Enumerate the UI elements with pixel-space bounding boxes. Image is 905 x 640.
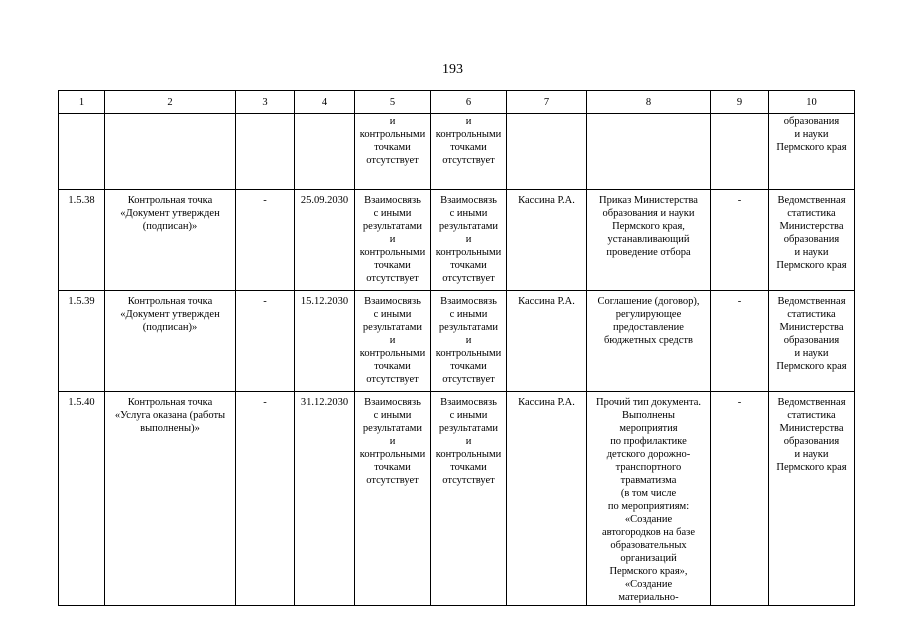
cell-date — [295, 114, 355, 190]
cell-col9 — [711, 114, 769, 190]
plan-table — [58, 90, 855, 606]
cell-col9: - — [711, 392, 769, 606]
cell-responsible: Кассина Р.А. — [507, 190, 587, 291]
cell-col5: и контрольными точками отсутствует — [355, 114, 431, 190]
cell-col5: Взаимосвязь с иными результатами и контрольными точками отсутствует — [355, 190, 431, 291]
cell-document — [587, 114, 711, 190]
header-cell: 4 — [295, 91, 355, 114]
cell-responsible: Кассина Р.А. — [507, 392, 587, 606]
cell-document: Прочий тип документа. Выполнены мероприятия по профилактике детского дорожно- транспортного травматизма (в том числе по мероприятиям: «Создание автогородков на базе образовательных организаций Пермского края», «Создание материально- — [587, 392, 711, 606]
cell-document: Приказ Министерства образования и науки Пермского края, устанавливающий проведение отбора — [587, 190, 711, 291]
header-cell: 2 — [105, 91, 236, 114]
cell-title — [105, 114, 236, 190]
table-row — [59, 291, 855, 392]
cell-col6: Взаимосвязь с иными результатами и контрольными точками отсутствует — [431, 291, 507, 392]
cell-source: Ведомственная статистика Министерства образования и науки Пермского края — [769, 392, 855, 606]
header-cell: 3 — [236, 91, 295, 114]
cell-date: 31.12.2030 — [295, 392, 355, 606]
cell-col3: - — [236, 392, 295, 606]
table-row — [59, 114, 855, 190]
header-cell: 6 — [431, 91, 507, 114]
cell-date: 25.09.2030 — [295, 190, 355, 291]
header-cell: 7 — [507, 91, 587, 114]
cell-title: Контрольная точка «Документ утвержден (подписан)» — [105, 291, 236, 392]
table-row — [59, 392, 855, 606]
cell-responsible: Кассина Р.А. — [507, 291, 587, 392]
cell-title: Контрольная точка «Услуга оказана (работы выполнены)» — [105, 392, 236, 606]
table-header-row — [59, 91, 855, 114]
header-cell: 1 — [59, 91, 105, 114]
cell-col6: Взаимосвязь с иными результатами и контрольными точками отсутствует — [431, 190, 507, 291]
header-cell: 5 — [355, 91, 431, 114]
cell-number: 1.5.39 — [59, 291, 105, 392]
cell-col3: - — [236, 291, 295, 392]
header-cell: 9 — [711, 91, 769, 114]
cell-col6: Взаимосвязь с иными результатами и контрольными точками отсутствует — [431, 392, 507, 606]
cell-source: Ведомственная статистика Министерства образования и науки Пермского края — [769, 190, 855, 291]
page-number: 193 — [442, 62, 463, 77]
cell-number: 1.5.38 — [59, 190, 105, 291]
header-cell: 10 — [769, 91, 855, 114]
cell-document: Соглашение (договор), регулирующее предоставление бюджетных средств — [587, 291, 711, 392]
header-cell: 8 — [587, 91, 711, 114]
cell-number: 1.5.40 — [59, 392, 105, 606]
cell-title: Контрольная точка «Документ утвержден (подписан)» — [105, 190, 236, 291]
cell-col9: - — [711, 190, 769, 291]
cell-col5: Взаимосвязь с иными результатами и контрольными точками отсутствует — [355, 392, 431, 606]
cell-date: 15.12.2030 — [295, 291, 355, 392]
cell-col9: - — [711, 291, 769, 392]
cell-col3: - — [236, 190, 295, 291]
cell-source: Ведомственная статистика Министерства образования и науки Пермского края — [769, 291, 855, 392]
cell-responsible — [507, 114, 587, 190]
cell-number — [59, 114, 105, 190]
cell-col6: и контрольными точками отсутствует — [431, 114, 507, 190]
table-row — [59, 190, 855, 291]
cell-col5: Взаимосвязь с иными результатами и контрольными точками отсутствует — [355, 291, 431, 392]
cell-source: образования и науки Пермского края — [769, 114, 855, 190]
cell-col3 — [236, 114, 295, 190]
